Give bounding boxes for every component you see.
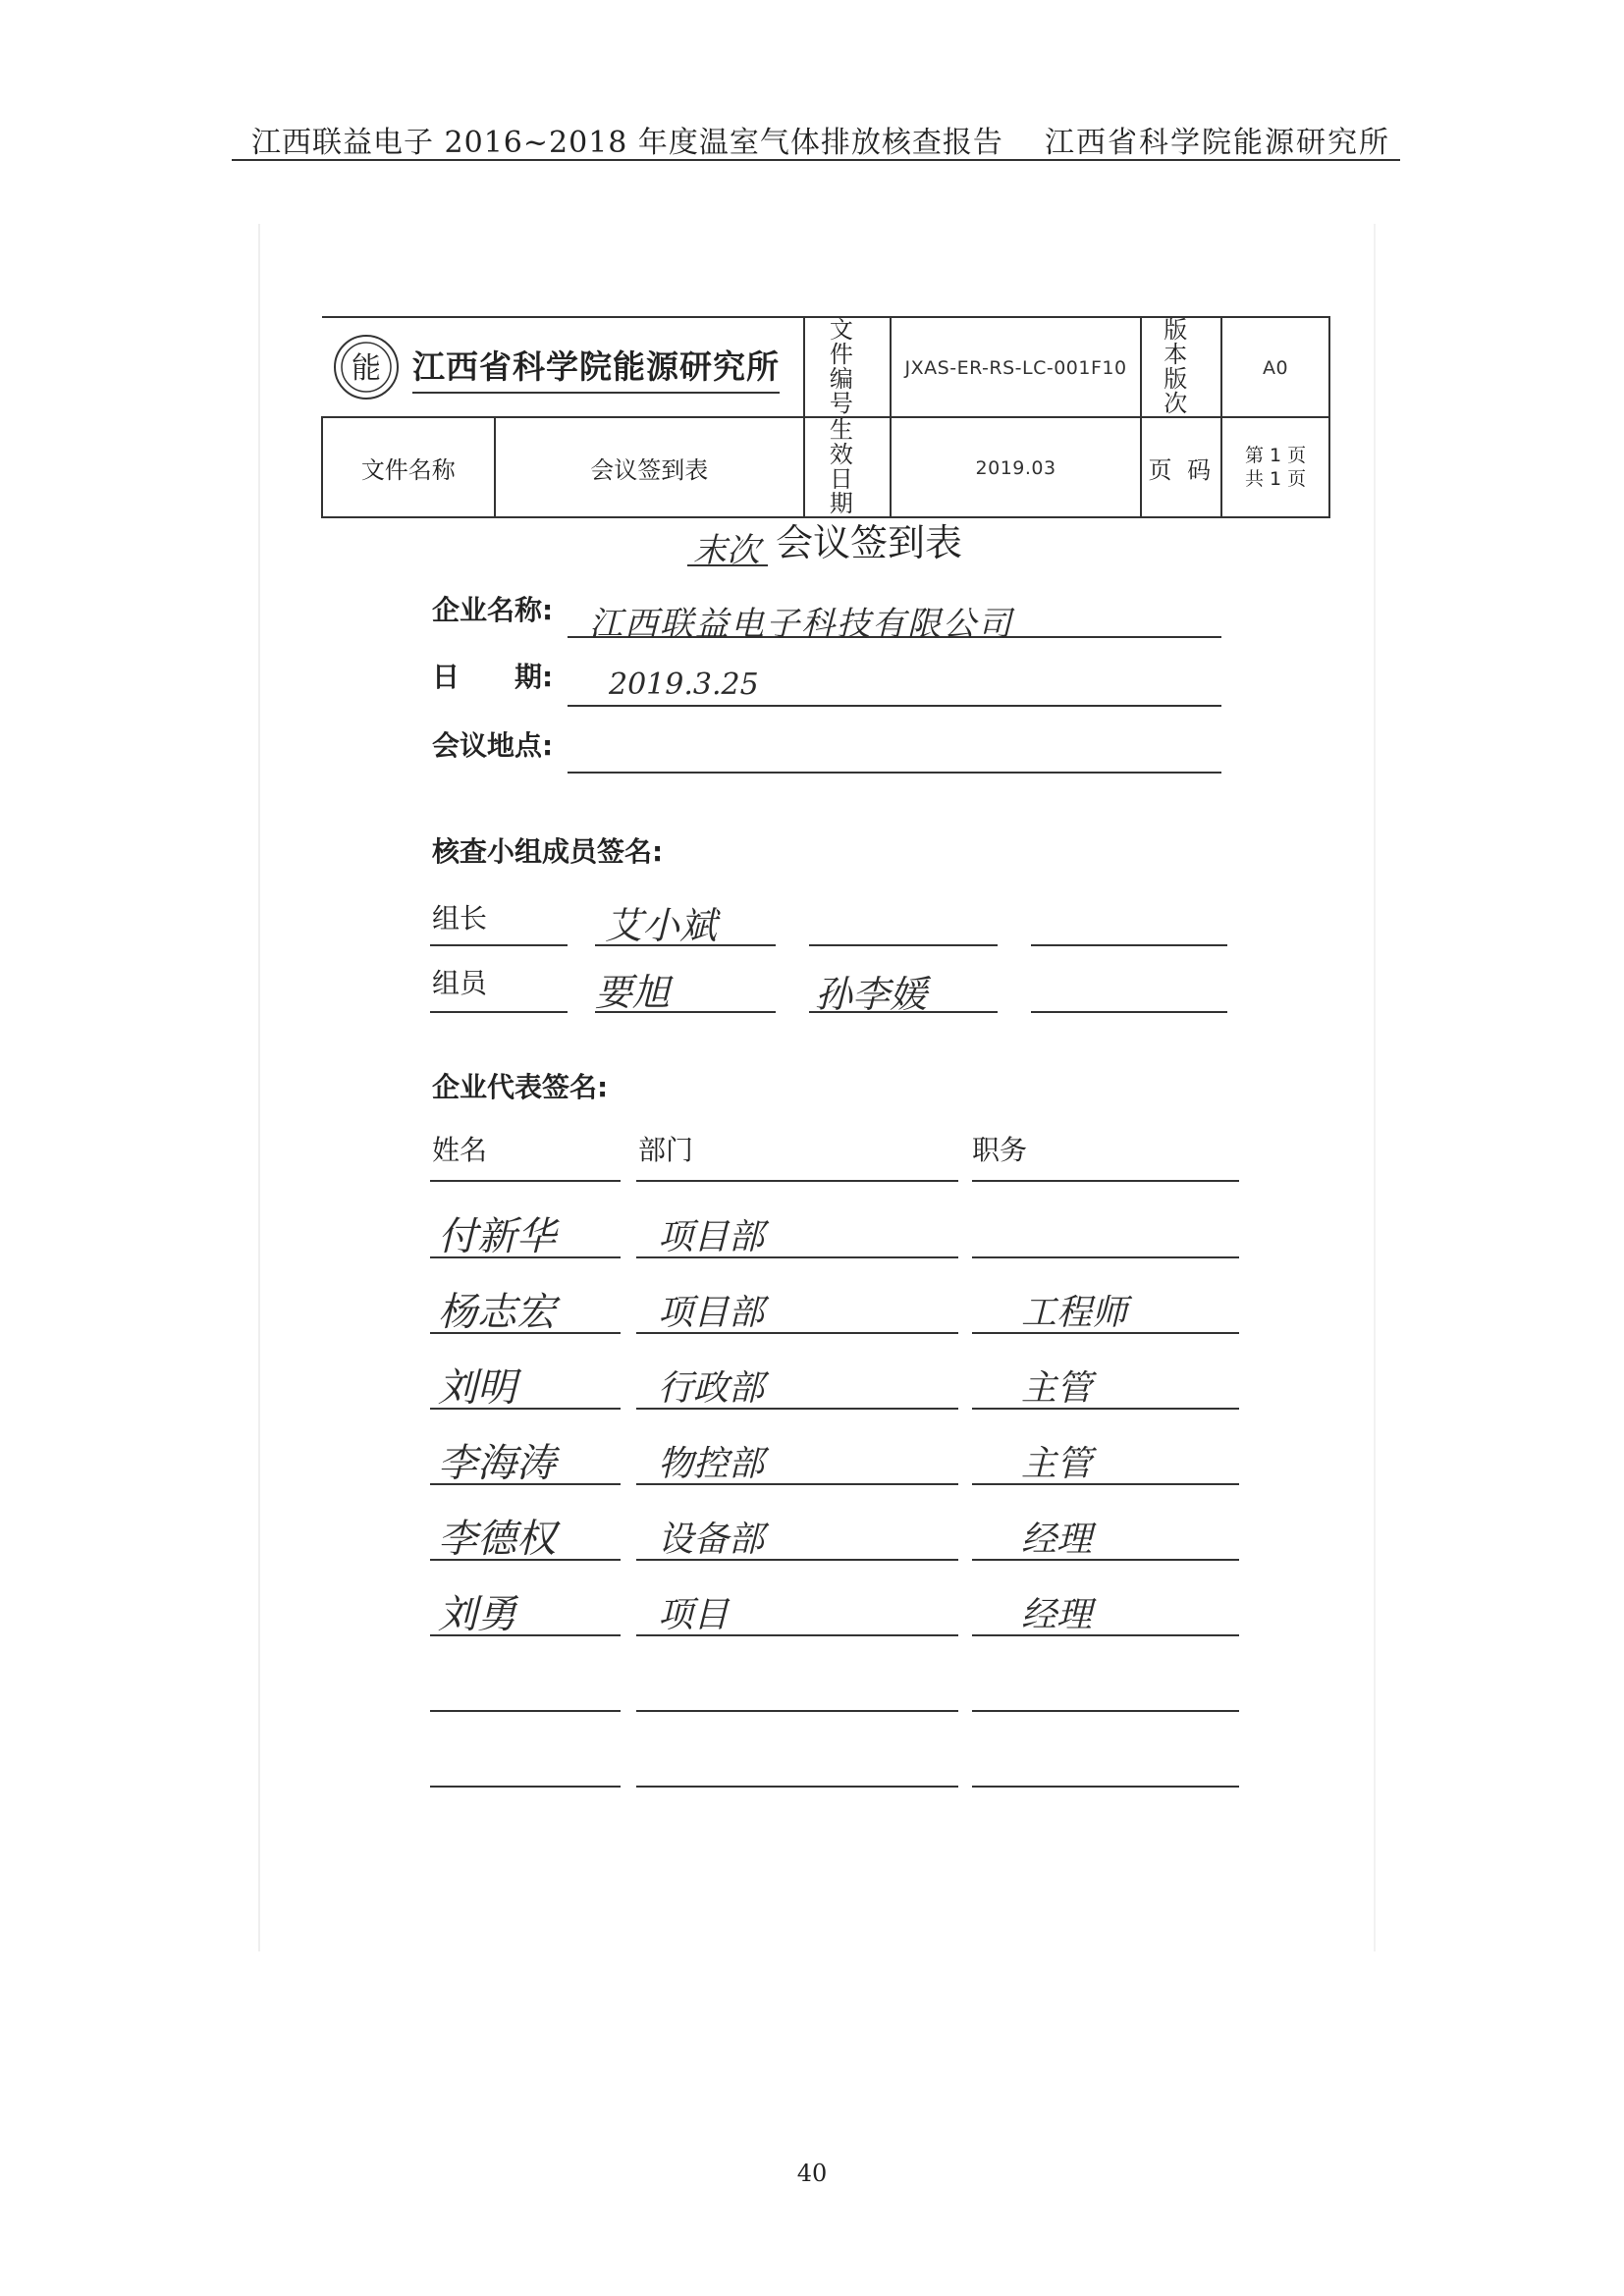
document-control-table [321,316,1330,518]
page-count: 第 1 页 共 1 页 [1221,417,1329,517]
file-no-label: 文 件 编 号 [804,317,891,417]
member-blank-line [1031,1011,1227,1013]
rep-title-signature: 经理 [1021,1520,1093,1560]
file-name-label: 文件名称 [322,417,495,517]
location-line [568,772,1221,774]
rep-title-line [972,1408,1239,1410]
rep-dept-line [636,1786,958,1788]
page-label: 页 码 [1141,417,1221,517]
leader-blank-line-1 [809,944,998,946]
logo-char: 能 [352,351,381,386]
rep-name-signature: 刘勇 [438,1592,516,1637]
member-signature-2: 孙李媛 [815,973,928,1016]
rep-section-title: 企业代表签名: [432,1071,609,1103]
file-name: 会议签到表 [495,417,804,517]
date-label: 日 期: [432,661,554,693]
company-label: 企业名称: [432,594,554,626]
rep-name-signature: 李海涛 [438,1441,556,1486]
title-text: 会议签到表 [776,521,963,564]
date-line [568,705,1221,707]
form-title [687,512,963,570]
report-title: 江西联益电子 2016~2018 年度温室气体排放核查报告 [251,126,1003,160]
page-number: 40 [796,2160,828,2187]
member-signature-1: 要旭 [595,971,671,1014]
header-line-name [430,1180,621,1182]
member-label-line [430,1011,568,1013]
leader-signature: 艾小斌 [605,904,718,947]
col-title-header: 职务 [972,1134,1028,1166]
location-label: 会议地点: [432,729,554,762]
rep-name-signature: 付新华 [438,1214,556,1259]
rep-dept-signature: 项目 [658,1595,730,1635]
rep-dept-signature: 设备部 [658,1520,765,1560]
rep-title-signature: 工程师 [1021,1293,1128,1333]
running-header [232,110,1400,161]
rep-dept-line [636,1710,958,1712]
rep-title-line [972,1634,1239,1636]
date-value: 2019.3.25 [609,667,759,702]
leader-label-line [430,944,568,946]
rep-dept-signature: 项目部 [658,1293,765,1333]
title-handwritten: 末次 [687,525,768,566]
company-value: 江西联益电子科技有限公司 [589,605,1013,644]
version-value: A0 [1221,317,1329,417]
rep-name-line [430,1786,621,1788]
rep-title-signature: 经理 [1021,1595,1093,1635]
rep-dept-signature: 项目部 [658,1217,765,1257]
rep-title-line [972,1256,1239,1258]
version-label: 版 本 版 次 [1141,317,1221,417]
rep-dept-signature: 物控部 [658,1444,765,1484]
rep-name-signature: 李德权 [438,1517,556,1562]
rep-name-line [430,1710,621,1712]
effective-date: 2019.03 [891,417,1142,517]
institute-logo-icon [332,333,401,401]
rep-title-line [972,1710,1239,1712]
effective-label: 生 效 日 期 [804,417,891,517]
rep-dept-signature: 行政部 [658,1368,765,1409]
rep-title-line [972,1786,1239,1788]
col-dept-header: 部门 [638,1134,694,1166]
rep-title-line [972,1483,1239,1485]
org-name: 江西省科学院能源研究所 [412,342,780,394]
org-cell [322,317,804,417]
audit-section-title: 核查小组成员签名: [432,835,664,868]
member-label: 组员 [432,967,488,999]
rep-title-signature: 主管 [1021,1444,1093,1484]
rep-name-signature: 杨志宏 [438,1290,556,1335]
col-name-header: 姓名 [432,1134,488,1166]
rep-title-line [972,1559,1239,1561]
rep-title-signature: 主管 [1021,1368,1093,1409]
leader-label: 组长 [432,902,488,934]
institute-name: 江西省科学院能源研究所 [1045,126,1390,160]
leader-blank-line-2 [1031,944,1227,946]
header-line-dept [636,1180,958,1182]
rep-name-signature: 刘明 [438,1365,516,1411]
header-line-title [972,1180,1239,1182]
file-no: JXAS-ER-RS-LC-001F10 [891,317,1142,417]
